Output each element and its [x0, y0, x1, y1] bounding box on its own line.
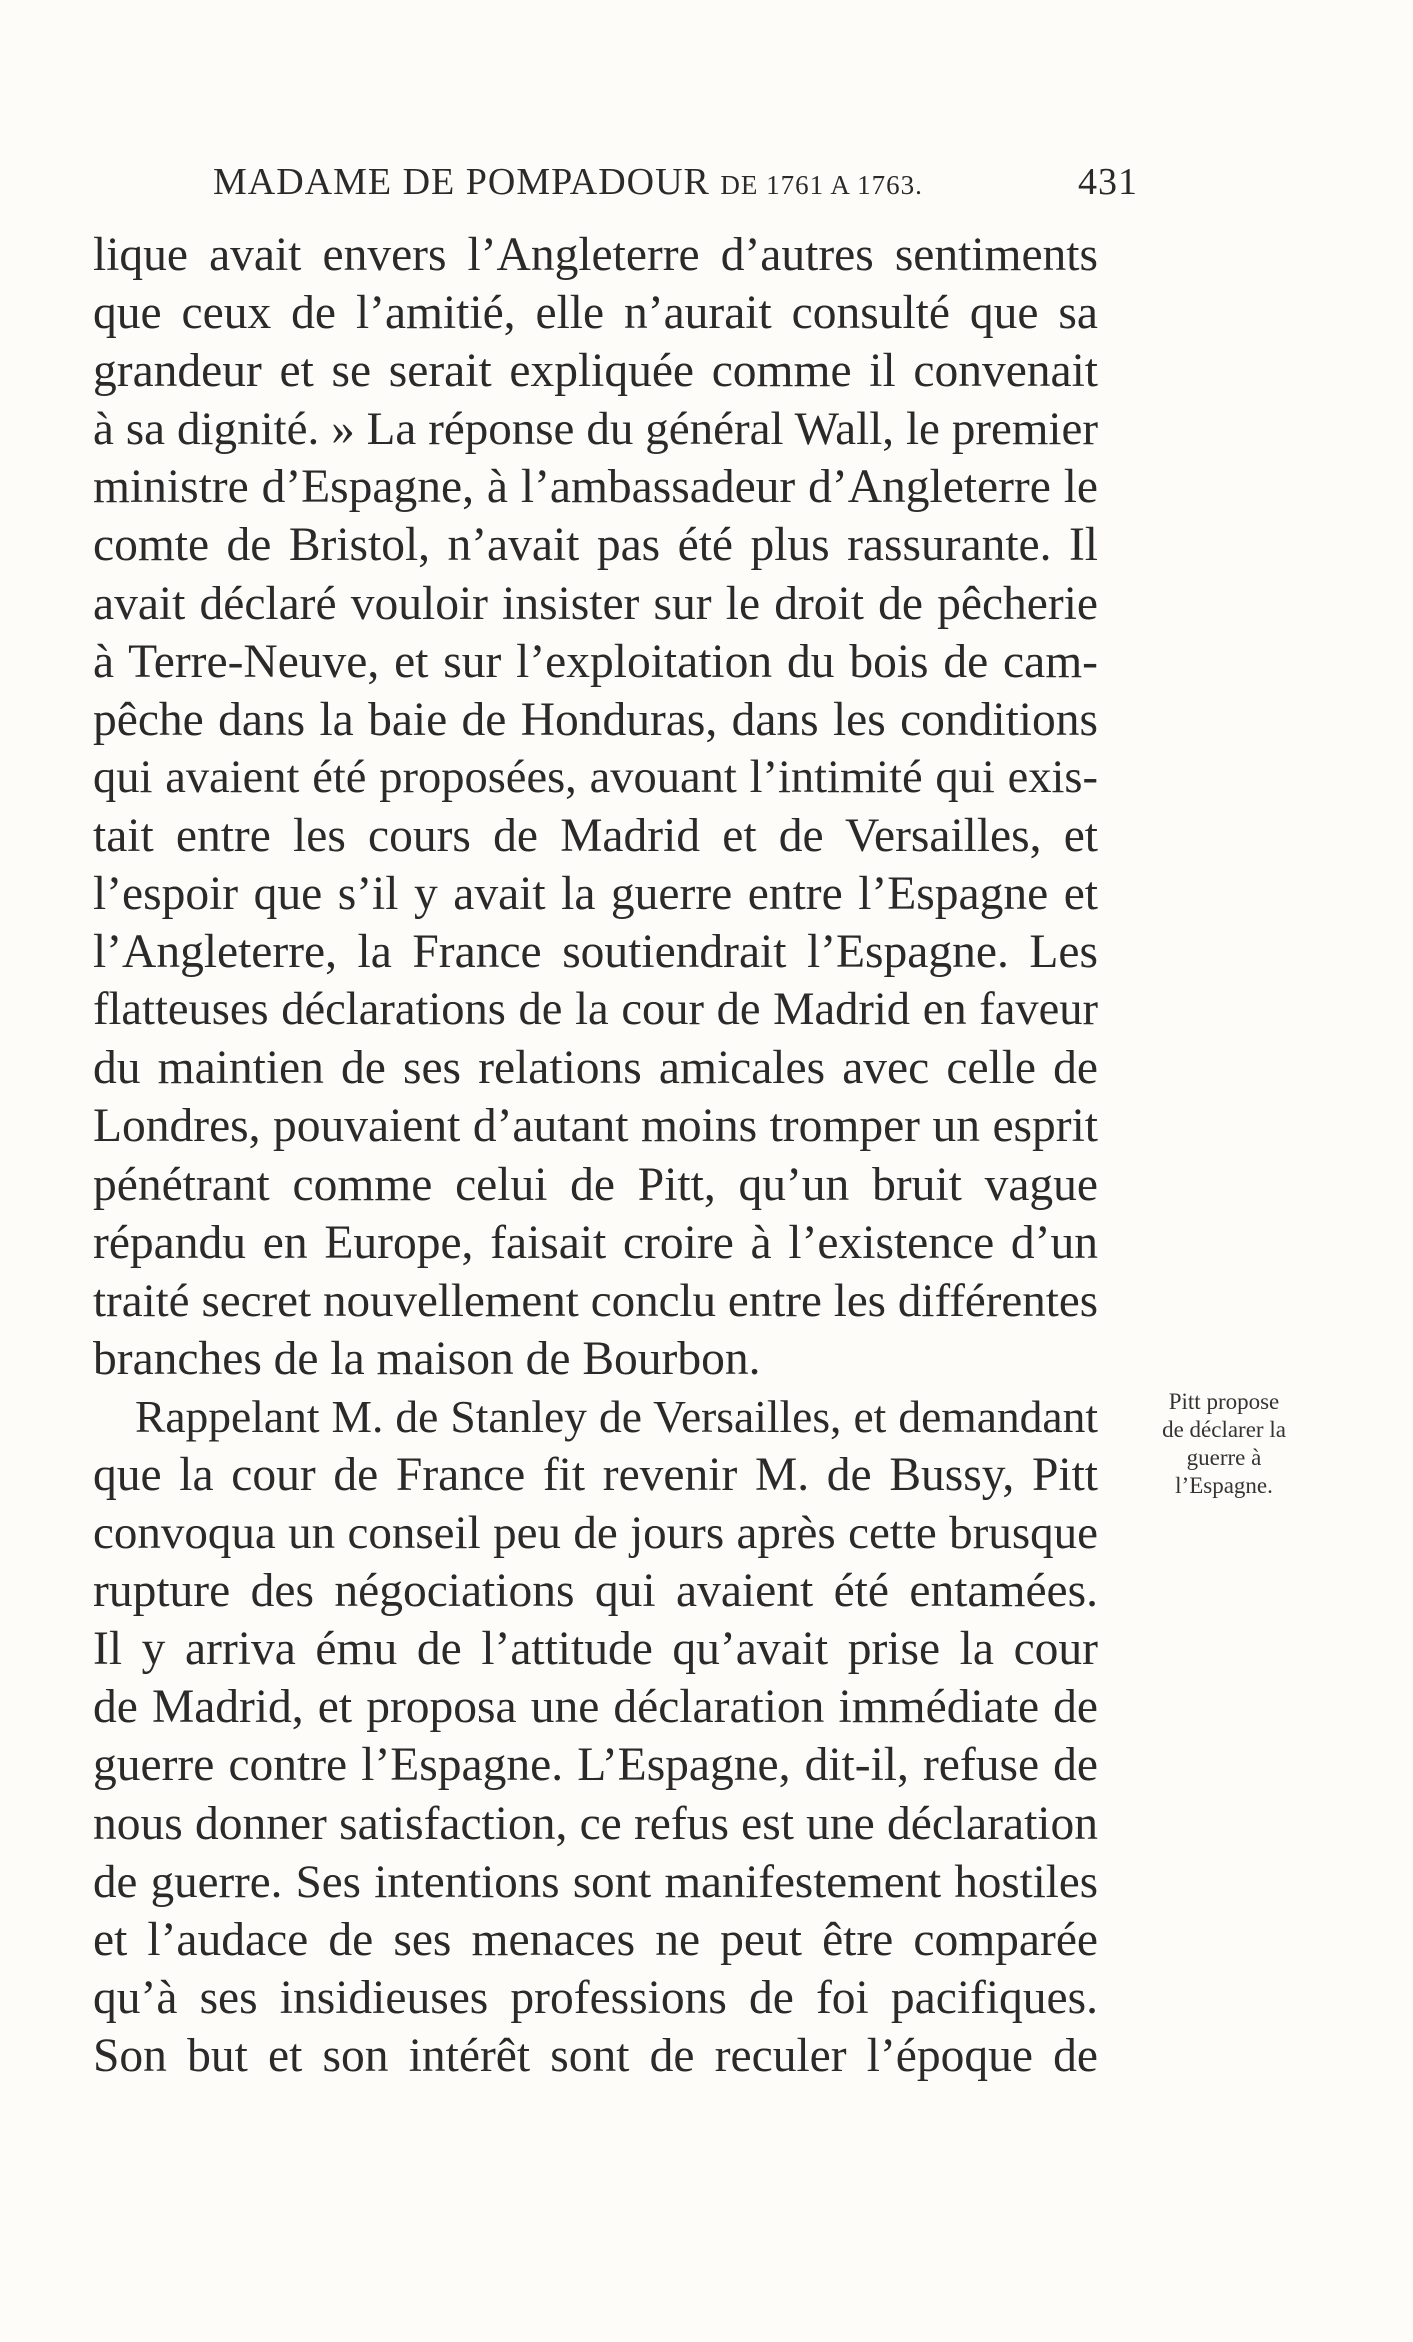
margin-note-line: l’Espagne. — [1175, 1473, 1273, 1498]
text-line: du maintien de ses relations amicales avec celle de — [93, 1042, 1098, 1095]
text-line: grandeur et se serait expliquée comme il convenait — [93, 345, 1098, 398]
text-line: l’espoir que s’il y avait la guerre entre l’Espagne et — [93, 868, 1098, 921]
text-line: lique avait envers l’Angleterre d’autres sentiments — [93, 229, 1098, 281]
margin-note — [1134, 1388, 1314, 1500]
text-line: Il y arriva ému de l’attitude qu’avait prise la cour — [93, 1623, 1098, 1676]
text-line: l’Angleterre, la France soutiendrait l’Espagne. Les — [93, 926, 1098, 979]
text-line: Rappelant M. de Stanley de Versailles, et demandant — [135, 1390, 1098, 1442]
running-head — [213, 160, 1138, 216]
text-line: nous donner satisfaction, ce refus est une déclaration — [93, 1797, 1098, 1850]
text-line: convoqua un conseil peu de jours après cette brusque — [93, 1507, 1098, 1560]
body-text — [93, 226, 1098, 2085]
text-line: guerre contre l’Espagne. L’Espagne, dit-il, refuse de — [93, 1739, 1098, 1792]
running-title-main: MADAME DE POMPADOUR — [213, 161, 710, 203]
text-line: de guerre. Ses intentions sont manifestement hostiles — [93, 1855, 1098, 1908]
text-line: répandu en Europe, faisait croire à l’existence d’un — [93, 1216, 1098, 1269]
text-line: comte de Bristol, n’avait pas été plus rassurante. Il — [93, 519, 1098, 572]
text-line: qui avaient été proposées, avouant l’intimité qui exis- — [93, 751, 1098, 803]
text-line: à sa dignité. » La réponse du général Wall, le premier — [93, 403, 1098, 456]
text-line: traité secret nouvellement conclu entre les différentes — [93, 1274, 1098, 1327]
text-line: rupture des négociations qui avaient été entamées. — [93, 1565, 1098, 1618]
text-line: que la cour de France fit revenir M. de Bussy, Pitt — [93, 1448, 1098, 1501]
text-line: flatteuses déclarations de la cour de Madrid en faveur — [93, 984, 1098, 1036]
text-line: Son but et son intérêt sont de reculer l’époque de — [93, 2029, 1098, 2082]
text-line: branches de la maison de Bourbon. — [93, 1332, 761, 1385]
text-line: de Madrid, et proposa une déclaration immédiate de — [93, 1681, 1098, 1734]
margin-note-line: de déclarer la — [1162, 1417, 1286, 1442]
text-line: avait déclaré vouloir insister sur le droit de pêcherie — [93, 577, 1098, 630]
paragraph-1 — [93, 226, 1098, 1388]
text-line: tait entre les cours de Madrid et de Versailles, et — [93, 809, 1098, 862]
margin-note-line: guerre à — [1186, 1445, 1262, 1470]
paragraph-2 — [93, 1388, 1098, 2085]
text-line: ministre d’Espagne, à l’ambassadeur d’Angleterre le — [93, 461, 1098, 514]
page-number: 431 — [1078, 161, 1138, 203]
text-line: à Terre-Neuve, et sur l’exploitation du bois de cam- — [93, 635, 1098, 688]
text-line: qu’à ses insidieuses professions de foi pacifiques. — [93, 1971, 1098, 2024]
text-line: pénétrant comme celui de Pitt, qu’un bruit vague — [93, 1158, 1098, 1211]
text-line: pêche dans la baie de Honduras, dans les conditions — [93, 693, 1098, 746]
margin-note-line: Pitt propose — [1168, 1389, 1280, 1414]
running-title — [213, 160, 923, 204]
text-line: Londres, pouvaient d’autant moins tromper un esprit — [93, 1100, 1098, 1153]
running-title-years: DE 1761 A 1763. — [720, 170, 923, 200]
text-line: et l’audace de ses menaces ne peut être comparée — [93, 1913, 1098, 1966]
text-line: que ceux de l’amitié, elle n’aurait consulté que sa — [93, 287, 1098, 340]
